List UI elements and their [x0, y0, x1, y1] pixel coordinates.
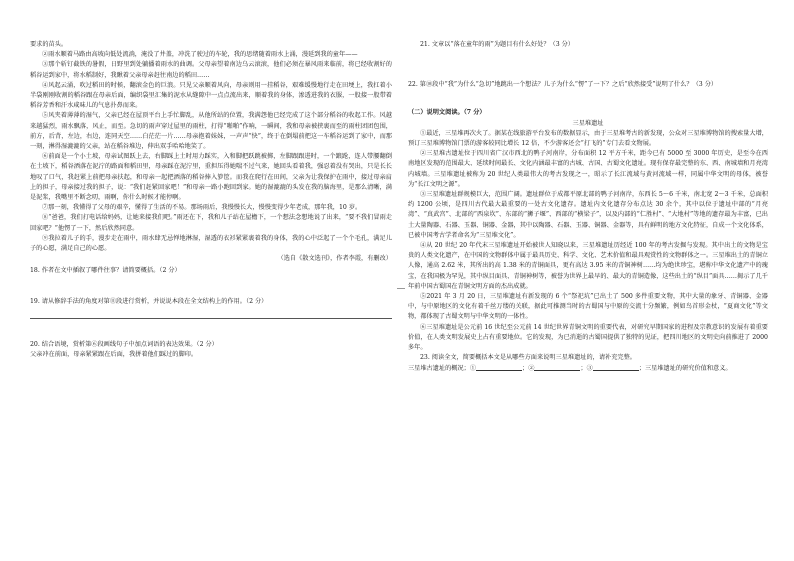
fill-suffix: ；三星堆遗址的研究价值和意义。	[638, 365, 732, 373]
right-p4: ④从 20 世纪 20 年代末三星堆遗址开始被世人知晓以来，三星堆遗址历经近 100 年的考古发掘与发现。其中出土的文物是宝贵的人类文化遗产，在中国的文物群体中属于最具历史、科学、文化、艺术价值和最具观赏性的文物群体之一。三星堆出土的青铜立人像，通高 2.62 米，其所出的高 1.38 米的青铜面具，更有高达 3.95 米的青铜神树……均为绝世珍宝，堪称中华文化遗产中的瑰宝，在我国极为罕见，其中纵目面具、青铜神树等，被誉为世界上最早的、最大的青铜造像，这些出土的“纵目”面具……揭示了几千年前中国古蜀国在青铜文明方面的杰出成就。	[408, 242, 768, 290]
article-title: 三星堆遗址	[572, 119, 604, 127]
question-22: 22. 第⑩段中“我”为什么“急切”地跳出一个想法？儿子为什么“愣”了一下？之后“欣然接受”说明了什么？（3 分）	[408, 81, 718, 89]
question-20-quote: 父亲冲在前面，母亲紧紧跟在后面，我拼着他们踩过的脚印。	[30, 351, 198, 359]
fill-blank-3[interactable]	[593, 363, 639, 371]
fill-prefix: 三星堆古遗址的概况；①	[408, 365, 477, 373]
source-note: （选自《散文选刊》，作者李霞，有删改）	[277, 255, 392, 263]
left-p0: 要求的苗头。	[30, 41, 68, 48]
answer-space-21[interactable]	[408, 50, 768, 68]
answer-space-21b[interactable]	[408, 68, 768, 80]
left-p6: ⑦那一刻，我懂得了父母的艰辛，懂得了生活的不易。那场雨后，我慢慢长大，慢慢变得少年老成，那年我，10 岁。	[42, 204, 362, 212]
answer-space-18[interactable]	[30, 277, 392, 295]
answer-line-19[interactable]	[30, 308, 392, 319]
fill-sep-2: ；②	[522, 365, 535, 373]
right-p2: ②三星堆古遗址位于四川省广汉市西北的鸭子河南岸，分布面积 12 平方千米，距今已有 5000 至 3000 年历史，是至今在西南地区发现的范围最大、延续时间最长、文化内涵最丰富的古城、古国、古蜀文化遗址。现有保存最完整的东、西、南城墙和月亮湾内城墙。三星堆遗址被称为 20 世纪人类最伟大的考古发现之一，昭示了长江流域与黄河流域一样，同属中华文明的母体，被誉为“长江文明之源”。	[408, 150, 768, 188]
question-20: 20. 结合语境，赏析第⑥段画线句子中加点词语的表达效果。（2 分）	[30, 340, 218, 348]
left-p2: ③那个斩钉截铁的暑假，日野里到处躺播着雨水的曲调。父母亲望着南边乌云滚滚，他们必须在暴风雨来临前，将已经收割好的稻谷运到家中，将水稻制好，我瞅着父亲母亲赶往南边的稻田……	[30, 61, 392, 79]
question-18: 18. 作者在文中插叙了哪件往事？请简要概括。（2 分）	[30, 267, 181, 275]
fill-sep-3: ；③	[580, 365, 593, 373]
left-p4: ⑤风夹着薄薄的湿气，父亲已经在屋顶平台上手忙脚乱，从他所站的位置，我满怨他已经完成了这个部分稻谷的收起工作。风越来越猛烈，雨水飘落，风止，而至。急切的雨声穿过屋里的雨柱，打得“啪啪”作响，一瞬间，我和母亲被挟裹而至的雨柱团团包围，前方，后背，左边，右边，连同天空……白茫茫一片……母亲抱着妹妹，一声声“快”，终于在倒塌前把这一车稻谷运到了家中，而那一刻，淋得湿漉漉的父亲，站在稻谷堆边，伸出双手哈哈地笑了。	[30, 112, 392, 151]
right-p1: ①最近，三星堆再次火了。据某在线旅游平台发布的数据显示，由于三星堆考古的新发现，公众对三星堆博物馆的搜索量大增，预订三星堆博物馆门票的游客较同比增长 12 倍，不少游客还会“打飞的”专门去看文物展。	[408, 129, 768, 148]
column-divider	[397, 288, 405, 289]
left-p7: ⑧“爸爸，我们打电话给妈妈，让她来接我们吧。”雨还在下，我和儿子站在屋檐下，一个想法念想地说了出来，“要不我们冒雨走回家吧？”他愣了一下，然后欣然同意。	[30, 214, 392, 232]
question-23: 23. 阅读全文，简要概括本文是从哪些方面来说明三星堆遗址的，请补充完整。	[420, 354, 636, 362]
answer-space-22[interactable]	[408, 90, 768, 108]
left-column	[30, 40, 392, 360]
right-column	[408, 40, 768, 375]
question-21: 21. 文章以“落在童年的雨”为题目有什么好处？（3 分）	[420, 41, 574, 48]
left-p3: ④风起云涌，吹过稻田的时候，翻滚金色的巨浪。只见父亲顺着风向，母亲则用一挂稻谷，艰难缓慢地行走在田埂上，我扛着小半袋刚刚收割的稻谷跟在母亲后面，编织袋里汇集的泥水从缝隙中一点点流出来，顺着我的身体，渗透进我的衣服，一股接一股带着稻谷芳香和汗水咸味儿的气息扑鼻而来。	[30, 81, 392, 110]
fill-blank-1[interactable]	[476, 363, 522, 371]
question-19: 19. 请从修辞手法的角度对第⑪段进行赏析，并说说本段在全文结构上的作用。（2 分）	[30, 297, 268, 305]
section-title: （二）说明文阅读。（7 分）	[408, 109, 486, 117]
question-23-fill	[408, 363, 768, 374]
right-p5: ⑤2021 年 3 月 20 日，三星堆遗址有新发现的 6 个“祭祀坑”已出土了 500 多件重要文物，其中大量的象牙、青铜器、金器中，与中原地区的文化有着千丝万缕的关联，据此可推测当时的古蜀国与中原的交流十分频繁，例如鸟首形金杖，“夏商文化”等文物，都体现了古蜀文明与中华文明的一体性。	[408, 293, 768, 321]
right-p3: ③三星堆遗址群规模巨大，范围广阔。遗址群位于成都平原北部的鸭子河南岸，东西长 5～6 千米，南北宽 2～3 千米，总面积约 1200 公顷，是四川古代最大最重要的一处古文化遗存。遗址内文化遗存分布点达 30 余个，其中以位于遗址中部的“月亮湾”、“真武宫”、北部的“西泉坎”、东部的“狮子堰”、西部的“横梁子”，以及内部的“仁胜村”、“大地村”等地的遗存最为丰富，已出土大量陶器、石器、玉器、铜器、金器，其中以陶器、石器、玉器、铜器、金器等，具有鲜明的地方文化特征，自成一个文化体系，已被中国考古学者命名为“三星堆文化”。	[408, 191, 768, 239]
left-p8: ⑨我拉着儿子的手，漫步走在雨中，雨水肆无忌惮地淋湿，湿透的衣衫紧紧裹着我的身体，我的心中泛起了一个个毛孔，满足儿子的心愿，满足自己的心愿。	[30, 234, 392, 253]
right-p6: ⑥三星堆遗址是公元前 16 世纪至公元前 14 世纪世界青铜文明的重要代表，对研究早期国家的进程及宗教意识的发展有着重要价值，在人类文明发展史上占有重要地位。它的发现，为已消逝的古蜀国提供了独特的见证，把四川地区的文明史向前推进了 2000 多年。	[408, 323, 768, 352]
fill-blank-2[interactable]	[534, 363, 580, 371]
left-p1: ②雨水顺着马路由高坡向低处流淌，淹没了井盖，冲洗了驶过的车轮，我的思绪随着雨水上涌，漫延到我的童年——	[42, 51, 358, 59]
left-p5: ⑥前面是一个小土坡，母亲试图跃上去，右脚踩上土时用力踩实，入和脚把跃跳被掷，左脚跟跟进时，一个踉跄，连人带腰翻倒在土坡下，稻谷洒落在泥泞的路面和稻田里，母亲踩在泥泞里，重担压得她喘不过气来，她回头看着我，强忍着没有哭出，只是长长地叹了口气，我赶紧上前把母亲扶起，和母亲一起把洒落的稻谷捧入箩筐。而我在爬行在田间，父亲为让我保护在雨中，接过母亲肩上的担子，母亲接过我的担子，说：“我们赶紧回家吧！”和母亲一路小跑回到家。她的湿漉漉的头发在我的脑海里，是那么清晰，满是泥浆，我嘴里不断念叨，雨啊，你什么时候才能停啊。	[30, 153, 392, 202]
answer-space-19[interactable]	[30, 320, 392, 338]
